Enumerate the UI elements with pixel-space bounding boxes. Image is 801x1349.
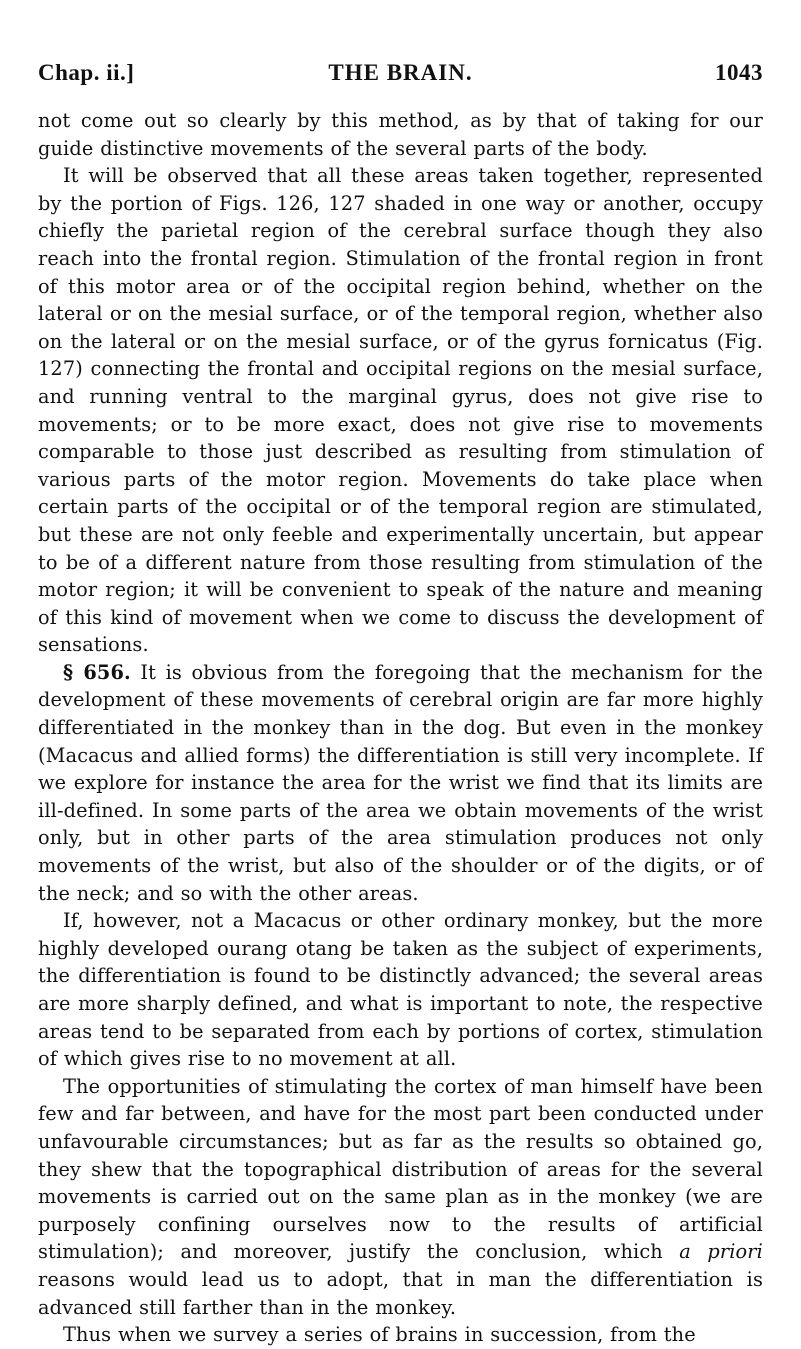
italic-term: a priori [679, 1240, 763, 1264]
running-head [38, 60, 763, 94]
paragraph-text: not come out so clearly by this method, as by that of taking for our guide distinctive movements of the several parts of the body. [38, 109, 763, 160]
paragraph-section-656 [38, 659, 763, 907]
paragraph-text: Thus when we survey a series of brains in succession, from the [63, 1323, 696, 1347]
page-number: 1043 [715, 60, 763, 85]
paragraph-text: It will be observed that all these areas taken together, represented by the portion of Figs. 126, 127 shaded in one way or another, occupy chiefly the parietal region of the cerebral surface though they also reach into the frontal region. Stimulation of the frontal region in front of this motor area or of the occipital region behind, whether on the lateral or on the mesial surface, or of the temporal region, whether also on the lateral or on the mesial surface, or of the gyrus fornicatus (Fig. 127) connecting the frontal and occipital regions on the mesial surface, and running ventral to the marginal gyrus, does not give rise to movements; or to be more exact, does not give rise to movements comparable to those just described as resulting from stimulation of various parts of the motor region. Movements do take place when certain parts of the occipital or of the temporal region are stimulated, but these are not only feeble and experimentally uncertain, but appear to be of a different nature from those resulting from stimulation of the motor region; it will be convenient to speak of the nature and meaning of this kind of movement when we come to discuss the development of sensations. [38, 164, 763, 657]
paragraph-text: If, however, not a Macacus or other ordinary monkey, but the more highly developed ourang otang be taken as the subject of experiments, the differentiation is found to be distinctly advanced; the several areas are more sharply defined, and what is important to note, the respective areas tend to be separated from each by portions of cortex, stimulation of which gives rise to no movement at all. [38, 909, 763, 1071]
paragraph [38, 1073, 763, 1321]
paragraph [38, 907, 763, 1073]
book-page [38, 60, 763, 1349]
paragraph-text: reasons would lead us to adopt, that in man the differentiation is advanced still farther than in the monkey. [38, 1267, 763, 1319]
chapter-label: Chap. ii.] [38, 60, 135, 85]
paragraph-text: The opportunities of stimulating the cortex of man himself have been few and far between, and have for the most part been conducted under unfavourable circumstances; but as far as the results so obtained go, they shew that the topographical distribution of areas for the several movements is carried out on the same plan as in the monkey (we are purposely confining ourselves now to the results of artificial stimulation); and moreover, justify the conclusion, which [38, 1074, 763, 1264]
paragraph [38, 1321, 763, 1349]
paragraph-continued [38, 107, 763, 162]
body-text [38, 107, 763, 1349]
section-number: § 656. [63, 660, 131, 684]
paragraph [38, 162, 763, 659]
paragraph-text: It is obvious from the foregoing that the mechanism for the development of these movements of cerebral origin are far more highly differentiated in the monkey than in the dog. But even in the monkey (Macacus and allied forms) the differentiation is still very incomplete. If we explore for instance the area for the wrist we find that its limits are ill-defined. In some parts of the area we obtain movements of the wrist only, but in other parts of the area stimulation produces not only movements of the wrist, but also of the shoulder or of the digits, or of the neck; and so with the other areas. [38, 660, 763, 905]
page-title: THE BRAIN. [328, 60, 473, 85]
